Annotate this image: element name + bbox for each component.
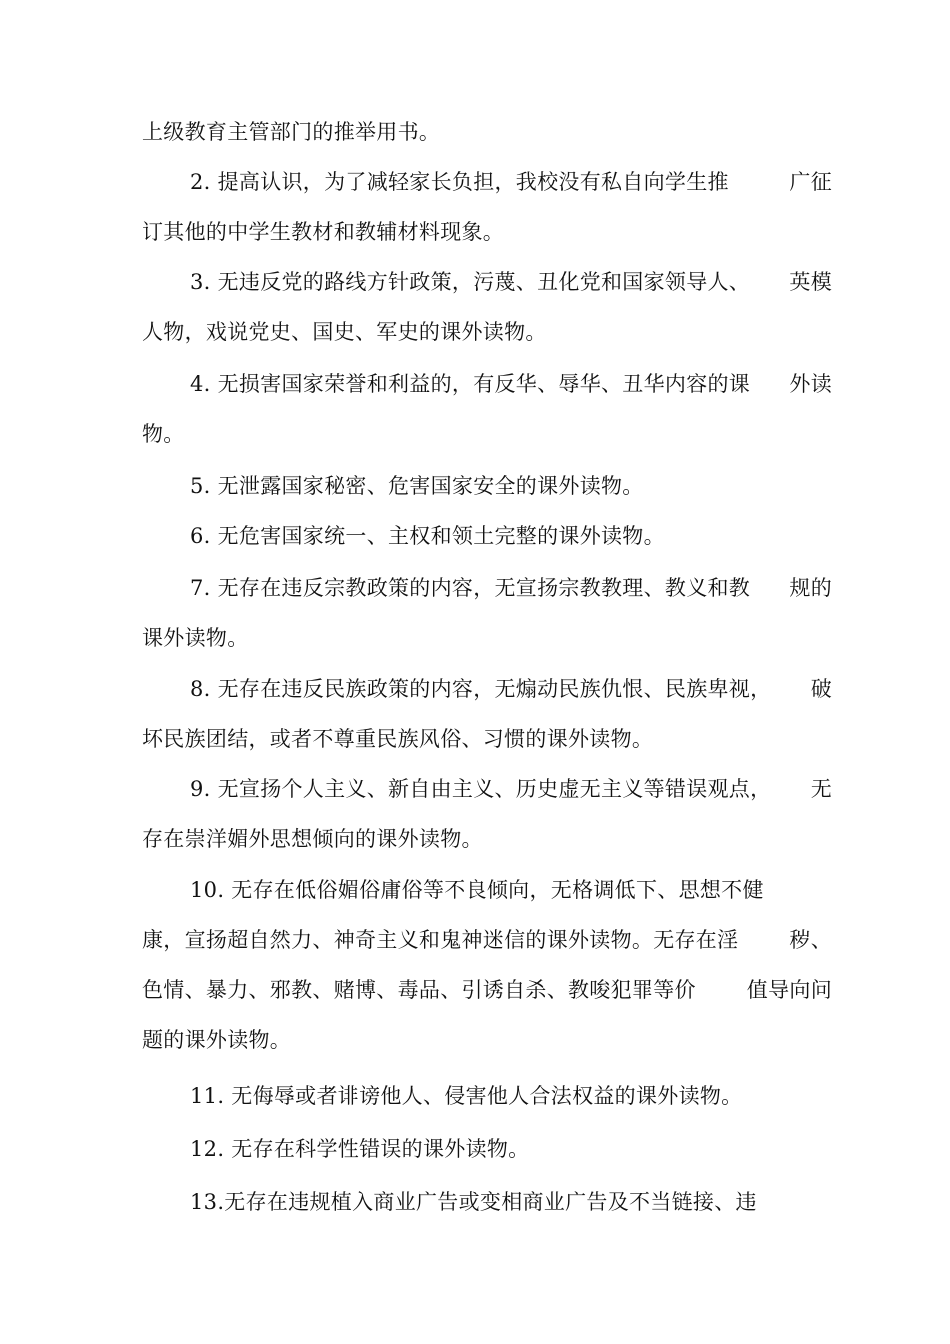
text-segment: 8. 无存在违反民族政策的内容，无煽动民族仇恨、民族卑视，: [190, 677, 772, 701]
text-segment: 10. 无存在低俗媚俗庸俗等不良倾向，无格调低下、思想不健: [190, 878, 764, 902]
text-segment: 英模: [789, 270, 832, 294]
text-segment: 秽、: [789, 928, 832, 952]
text-line: 坏民族团结，或者不尊重民族风俗、习惯的课外读物。: [142, 727, 654, 751]
text-line: 物。: [142, 422, 185, 446]
text-line: 人物，戏说党史、国史、军史的课外读物。: [142, 320, 547, 344]
text-line: [190, 775, 832, 803]
text-line: 6. 无危害国家统一、主权和领土完整的课外读物。: [190, 524, 665, 548]
text-line: 13.无存在违规植入商业广告或变相商业广告及不当链接、违: [190, 1190, 757, 1214]
text-line: 课外读物。: [142, 626, 249, 650]
text-line: 订其他的中学生教材和教辅材料现象。: [142, 220, 505, 244]
text-line: 题的课外读物。: [142, 1028, 292, 1052]
text-line: [190, 574, 832, 602]
text-segment: 色情、暴力、邪教、赌博、毒品、引诱自杀、教唆犯罪等价: [142, 978, 696, 1002]
text-line: [190, 876, 832, 904]
text-segment: 值导向问: [746, 978, 832, 1002]
text-line: [190, 370, 832, 398]
text-segment: 外读: [789, 372, 832, 396]
text-segment: 规的: [789, 576, 832, 600]
text-segment: 康，宣扬超自然力、神奇主义和鬼神迷信的课外读物。无存在淫: [142, 928, 739, 952]
text-segment: 无: [810, 777, 832, 801]
text-line: 11. 无侮辱或者诽谤他人、侵害他人合法权益的课外读物。: [190, 1084, 743, 1108]
text-line: [190, 268, 832, 296]
text-line: [190, 675, 832, 703]
text-segment: 4. 无损害国家荣誉和利益的，有反华、辱华、丑华内容的课: [190, 372, 751, 396]
text-segment: 3. 无违反党的路线方针政策，污蔑、丑化党和国家领导人、: [190, 270, 751, 294]
text-segment: 广征: [789, 170, 832, 194]
text-segment: 2. 提高认识，为了减轻家长负担，我校没有私自向学生推: [190, 170, 729, 194]
text-line: [190, 168, 832, 196]
text-segment: 破: [810, 677, 832, 701]
text-line: 上级教育主管部门的推举用书。: [142, 120, 441, 144]
text-line: [142, 976, 832, 1004]
text-segment: 7. 无存在违反宗教政策的内容，无宣扬宗教教理、教义和教: [190, 576, 751, 600]
text-line: 12. 无存在科学性错误的课外读物。: [190, 1137, 530, 1161]
text-line: 存在崇洋媚外思想倾向的课外读物。: [142, 827, 483, 851]
text-line: [142, 926, 832, 954]
text-line: 5. 无泄露国家秘密、危害国家安全的课外读物。: [190, 474, 644, 498]
text-segment: 9. 无宣扬个人主义、新自由主义、历史虚无主义等错误观点，: [190, 777, 772, 801]
